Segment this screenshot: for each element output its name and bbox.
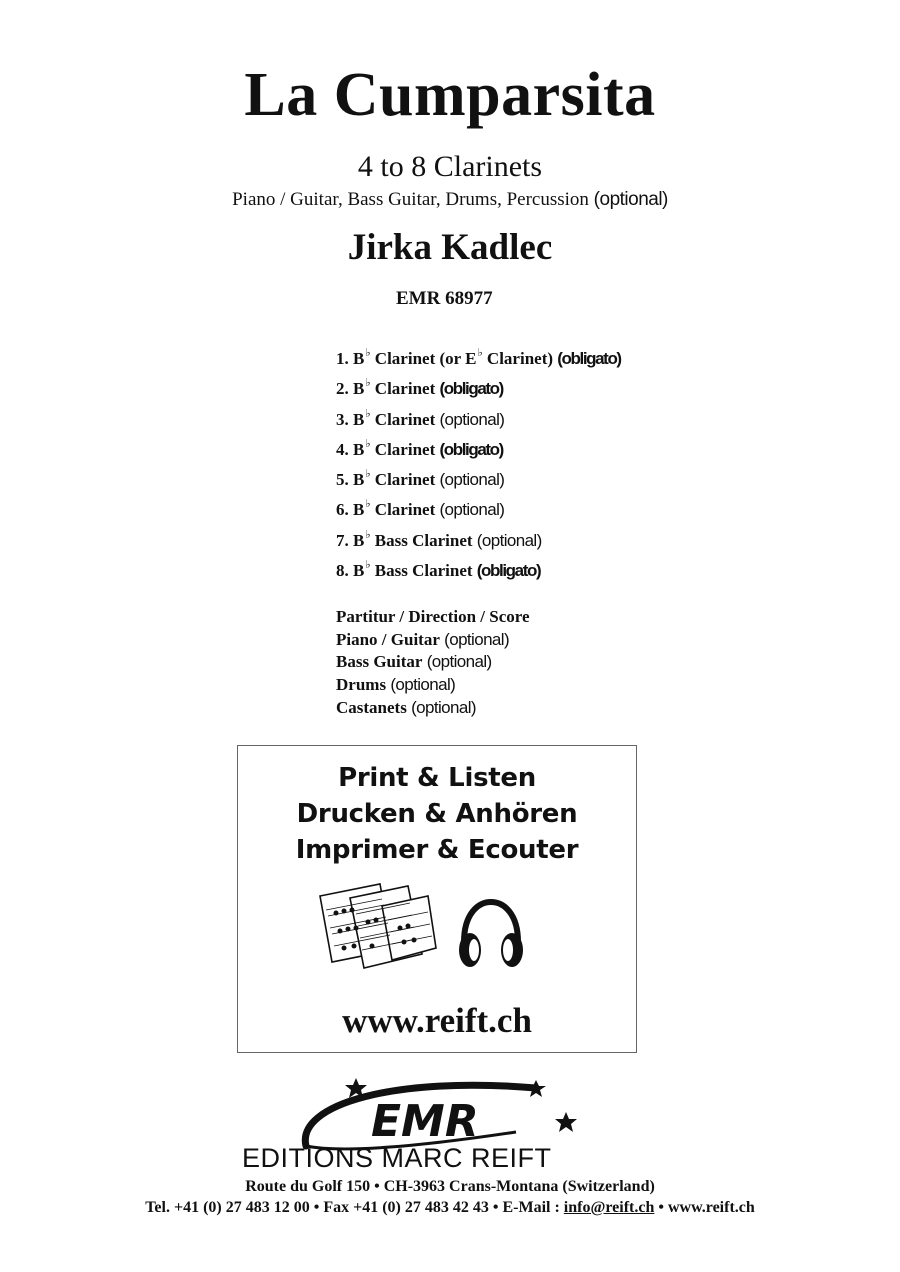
part-item: [336, 374, 621, 404]
part-tag: (optional): [439, 409, 505, 429]
extra-item: [336, 606, 530, 629]
flat-sign: ♭: [365, 377, 371, 390]
parts-list: [336, 344, 621, 586]
part-tag: (obligato): [557, 349, 621, 368]
extra-name: Castanets: [336, 697, 407, 717]
extra-name: Drums: [336, 675, 387, 695]
part-tag: (optional): [439, 470, 505, 490]
part-number: 5. B: [336, 470, 365, 490]
part-name: Bass Clarinet: [374, 561, 473, 581]
part-item: [336, 435, 621, 465]
part-name: Clarinet: [374, 470, 436, 490]
part-name: Clarinet: [374, 500, 436, 520]
part-tag: (obligato): [439, 379, 503, 399]
part-item: [336, 465, 621, 495]
accompaniment-note: (optional): [593, 189, 668, 210]
flat-sign: ♭: [365, 437, 371, 450]
flat-sign: ♭: [365, 559, 371, 572]
part-number: 3. B: [336, 409, 365, 429]
print-listen-box: [237, 745, 637, 1053]
extras-list: [336, 606, 530, 719]
part-tag: (optional): [476, 530, 542, 550]
flat-sign: ♭: [477, 347, 483, 359]
part-name: Clarinet: [374, 379, 436, 399]
part-number: 2. B: [336, 379, 365, 399]
extra-item: [336, 651, 530, 674]
part-name: Clarinet: [374, 439, 436, 459]
logo-mark: EMR: [371, 1096, 479, 1147]
part-tag: (obligato): [439, 439, 503, 459]
part-name-cont: Clarinet): [486, 349, 554, 368]
flat-sign: ♭: [365, 347, 371, 359]
extra-tag: (optional): [426, 652, 492, 672]
promo-url[interactable]: www.reift.ch: [342, 1001, 532, 1040]
extra-tag: (optional): [444, 629, 510, 649]
part-item: [336, 556, 621, 586]
phone-fax: Tel. +41 (0) 27 483 12 00 • Fax +41 (0) 27 483 42 43 • E-Mail :: [145, 1199, 560, 1216]
part-name: Bass Clarinet: [374, 530, 473, 550]
page-title: La Cumparsita: [244, 61, 656, 129]
publisher-address: Route du Golf 150 • CH-3963 Crans-Montana (Switzerland): [245, 1178, 655, 1195]
part-item: [336, 344, 621, 374]
extra-item: [336, 674, 530, 697]
part-tag: (obligato): [476, 561, 541, 581]
promo-line-en: Print & Listen: [338, 763, 536, 793]
extra-item: [336, 629, 530, 652]
part-tag: (optional): [439, 500, 505, 520]
accompaniment-instruments: Piano / Guitar, Bass Guitar, Drums, Percussion: [232, 189, 589, 210]
website-link[interactable]: • www.reift.ch: [658, 1199, 755, 1216]
part-item: [336, 405, 621, 435]
sheet-music-icon: [310, 876, 440, 976]
email-link[interactable]: info@reift.ch: [563, 1199, 655, 1216]
part-item: [336, 495, 621, 525]
part-name: Clarinet: [374, 409, 436, 429]
promo-line-fr: Imprimer & Ecouter: [295, 835, 579, 865]
headphones-icon: [456, 898, 526, 974]
extra-tag: (optional): [411, 697, 476, 717]
catalog-number: EMR 68977: [396, 288, 493, 309]
part-number: 1. B: [336, 349, 365, 368]
flat-sign: ♭: [365, 498, 371, 511]
flat-sign: ♭: [365, 468, 371, 481]
part-name: Clarinet (or E: [374, 349, 477, 368]
promo-line-de: Drucken & Anhören: [296, 799, 578, 829]
flat-sign: ♭: [365, 528, 371, 541]
composer-name: Jirka Kadlec: [347, 227, 553, 268]
accompaniment-line: [0, 189, 900, 211]
extra-item: [336, 697, 530, 720]
part-number: 7. B: [336, 530, 365, 550]
extra-tag: (optional): [390, 675, 456, 695]
logo-wordmark: EDITIONS MARC REIFT: [242, 1143, 552, 1173]
extra-name: Partitur / Direction / Score: [336, 607, 530, 626]
part-number: 4. B: [336, 439, 365, 459]
part-item: [336, 526, 621, 556]
extra-name: Bass Guitar: [336, 652, 423, 672]
part-number: 8. B: [336, 561, 365, 581]
extra-name: Piano / Guitar: [336, 629, 440, 649]
ensemble-subtitle: 4 to 8 Clarinets: [357, 150, 543, 183]
publisher-contact: [0, 1199, 900, 1217]
flat-sign: ♭: [365, 407, 371, 420]
emr-logo: [236, 1074, 676, 1174]
part-number: 6. B: [336, 500, 365, 520]
